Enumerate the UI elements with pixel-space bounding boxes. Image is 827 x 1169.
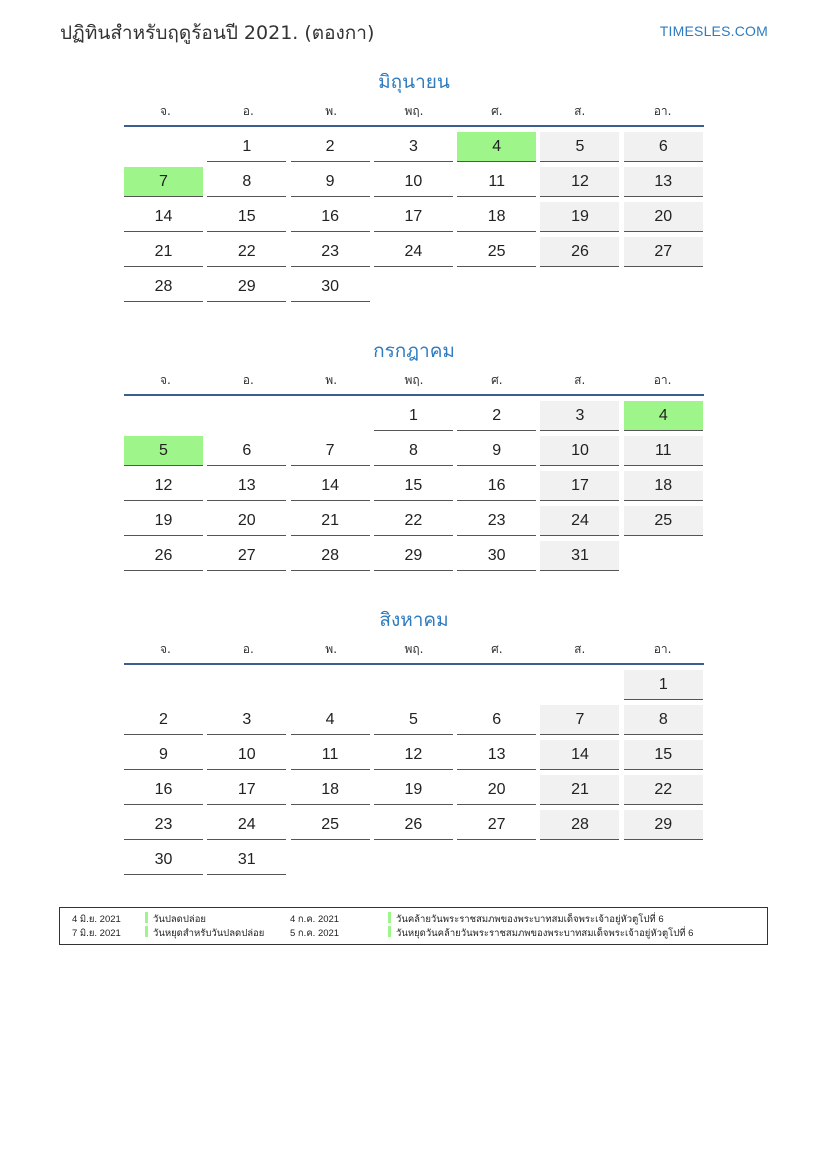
day-cell: 22: [207, 237, 286, 267]
day-cell: 12: [374, 740, 453, 770]
empty-cell: [374, 670, 453, 700]
weekday-label: พ.: [325, 104, 338, 118]
empty-cell: [457, 670, 536, 700]
day-cell: 9: [291, 167, 370, 197]
day-cell: 23: [291, 237, 370, 267]
day-cell: 30: [457, 541, 536, 571]
day-cell: 13: [624, 167, 703, 197]
day-grid: [124, 670, 704, 875]
legend-holiday-name: วันหยุดสำหรับวันปลดปล่อย: [153, 928, 265, 939]
month-title: มิถุนายน: [378, 71, 450, 93]
day-cell: 6: [457, 705, 536, 735]
empty-cell: [124, 132, 203, 162]
day-cell: 15: [374, 471, 453, 501]
day-cell: 8: [624, 705, 703, 735]
holiday-day-cell: 5: [124, 436, 203, 466]
header-divider: [124, 125, 704, 127]
day-cell: 24: [374, 237, 453, 267]
day-cell: 11: [291, 740, 370, 770]
weekday-label: พ.: [325, 642, 338, 656]
day-cell: 20: [624, 202, 703, 232]
empty-cell: [124, 670, 203, 700]
legend-holiday-name: วันปลดปล่อย: [153, 914, 206, 925]
day-cell: 10: [374, 167, 453, 197]
weekday-label: จ.: [160, 373, 171, 387]
day-cell: 21: [291, 506, 370, 536]
day-cell: 19: [540, 202, 619, 232]
legend-date: 7 มิ.ย. 2021: [72, 928, 121, 939]
day-cell: 13: [457, 740, 536, 770]
day-cell: 17: [540, 471, 619, 501]
weekday-label: อา.: [653, 104, 672, 118]
holiday-legend: [59, 907, 768, 945]
day-cell: 20: [207, 506, 286, 536]
day-cell: 9: [457, 436, 536, 466]
day-cell: 2: [291, 132, 370, 162]
day-cell: 29: [624, 810, 703, 840]
day-cell: 3: [540, 401, 619, 431]
day-cell: 21: [540, 775, 619, 805]
weekday-label: อา.: [653, 373, 672, 387]
weekday-label: อา.: [653, 642, 672, 656]
day-cell: 18: [624, 471, 703, 501]
day-cell: 29: [207, 272, 286, 302]
day-cell: 20: [457, 775, 536, 805]
weekday-label: พ.: [325, 373, 338, 387]
day-cell: 29: [374, 541, 453, 571]
day-cell: 1: [207, 132, 286, 162]
day-cell: 30: [291, 272, 370, 302]
day-cell: 18: [291, 775, 370, 805]
weekday-label: ศ.: [491, 373, 503, 387]
day-cell: 18: [457, 202, 536, 232]
legend-holiday-name: วันคล้ายวันพระราชสมภพของพระบาทสมเด็จพระเจ้าอยู่หัวตูโปที่ 6: [396, 914, 664, 925]
day-cell: 31: [207, 845, 286, 875]
legend-date: 5 ก.ค. 2021: [290, 928, 340, 939]
day-cell: 1: [374, 401, 453, 431]
weekday-label: ส.: [574, 373, 586, 387]
day-cell: 16: [291, 202, 370, 232]
day-cell: 19: [124, 506, 203, 536]
day-cell: 28: [291, 541, 370, 571]
weekday-header: [124, 639, 704, 663]
day-cell: 28: [124, 272, 203, 302]
weekday-label: จ.: [160, 642, 171, 656]
day-cell: 4: [291, 705, 370, 735]
day-cell: 6: [207, 436, 286, 466]
page-title: ปฏิทินสำหรับฤดูร้อนปี 2021. (ตองกา): [60, 22, 375, 44]
empty-cell: [124, 401, 203, 431]
day-cell: 7: [540, 705, 619, 735]
empty-cell: [540, 670, 619, 700]
day-cell: 9: [124, 740, 203, 770]
day-cell: 14: [291, 471, 370, 501]
day-cell: 22: [374, 506, 453, 536]
day-cell: 11: [624, 436, 703, 466]
day-cell: 26: [124, 541, 203, 571]
day-cell: 19: [374, 775, 453, 805]
empty-cell: [207, 401, 286, 431]
day-cell: 23: [124, 810, 203, 840]
day-cell: 1: [624, 670, 703, 700]
month-title: สิงหาคม: [379, 609, 449, 631]
day-cell: 17: [207, 775, 286, 805]
day-cell: 14: [124, 202, 203, 232]
day-cell: 27: [457, 810, 536, 840]
day-cell: 27: [207, 541, 286, 571]
empty-cell: [291, 670, 370, 700]
brand-link[interactable]: TIMESLES.COM: [659, 23, 768, 39]
weekday-label: ศ.: [491, 642, 503, 656]
day-cell: 15: [207, 202, 286, 232]
weekday-header: [124, 370, 704, 394]
weekday-label: พฤ.: [404, 104, 424, 118]
day-cell: 25: [457, 237, 536, 267]
header-divider: [124, 663, 704, 665]
legend-holiday-name: วันหยุดวันคล้ายวันพระราชสมภพของพระบาทสมเด็จพระเจ้าอยู่หัวตูโปที่ 6: [396, 928, 694, 939]
day-cell: 3: [207, 705, 286, 735]
day-cell: 16: [124, 775, 203, 805]
holiday-color-marker: [145, 912, 148, 923]
holiday-color-marker: [388, 926, 391, 937]
weekday-label: จ.: [160, 104, 171, 118]
day-grid: [124, 132, 704, 302]
day-cell: 10: [540, 436, 619, 466]
holiday-day-cell: 7: [124, 167, 203, 197]
month-calendar: [124, 336, 704, 571]
month-calendar: [124, 605, 704, 875]
month-title: กรกฎาคม: [373, 340, 455, 362]
day-cell: 26: [374, 810, 453, 840]
legend-row: [60, 912, 767, 924]
day-cell: 12: [124, 471, 203, 501]
weekday-label: อ.: [242, 642, 254, 656]
weekday-label: ศ.: [491, 104, 503, 118]
day-cell: 16: [457, 471, 536, 501]
day-cell: 8: [207, 167, 286, 197]
day-cell: 10: [207, 740, 286, 770]
day-cell: 7: [291, 436, 370, 466]
weekday-label: ส.: [574, 642, 586, 656]
month-calendar: [124, 67, 704, 302]
day-grid: [124, 401, 704, 571]
weekday-header: [124, 101, 704, 125]
day-cell: 5: [374, 705, 453, 735]
legend-row: [60, 926, 767, 938]
day-cell: 26: [540, 237, 619, 267]
day-cell: 31: [540, 541, 619, 571]
holiday-day-cell: 4: [624, 401, 703, 431]
day-cell: 24: [540, 506, 619, 536]
weekday-label: อ.: [242, 373, 254, 387]
day-cell: 5: [540, 132, 619, 162]
day-cell: 12: [540, 167, 619, 197]
day-cell: 15: [624, 740, 703, 770]
day-cell: 8: [374, 436, 453, 466]
weekday-label: พฤ.: [404, 642, 424, 656]
day-cell: 30: [124, 845, 203, 875]
day-cell: 25: [624, 506, 703, 536]
day-cell: 11: [457, 167, 536, 197]
weekday-label: อ.: [242, 104, 254, 118]
day-cell: 17: [374, 202, 453, 232]
holiday-color-marker: [145, 926, 148, 937]
day-cell: 28: [540, 810, 619, 840]
day-cell: 13: [207, 471, 286, 501]
legend-date: 4 ก.ค. 2021: [290, 914, 340, 925]
day-cell: 27: [624, 237, 703, 267]
empty-cell: [291, 401, 370, 431]
day-cell: 6: [624, 132, 703, 162]
holiday-color-marker: [388, 912, 391, 923]
header-divider: [124, 394, 704, 396]
day-cell: 21: [124, 237, 203, 267]
empty-cell: [207, 670, 286, 700]
day-cell: 2: [124, 705, 203, 735]
day-cell: 23: [457, 506, 536, 536]
day-cell: 14: [540, 740, 619, 770]
day-cell: 24: [207, 810, 286, 840]
weekday-label: ส.: [574, 104, 586, 118]
weekday-label: พฤ.: [404, 373, 424, 387]
holiday-day-cell: 4: [457, 132, 536, 162]
day-cell: 2: [457, 401, 536, 431]
day-cell: 25: [291, 810, 370, 840]
day-cell: 22: [624, 775, 703, 805]
legend-date: 4 มิ.ย. 2021: [72, 914, 121, 925]
day-cell: 3: [374, 132, 453, 162]
